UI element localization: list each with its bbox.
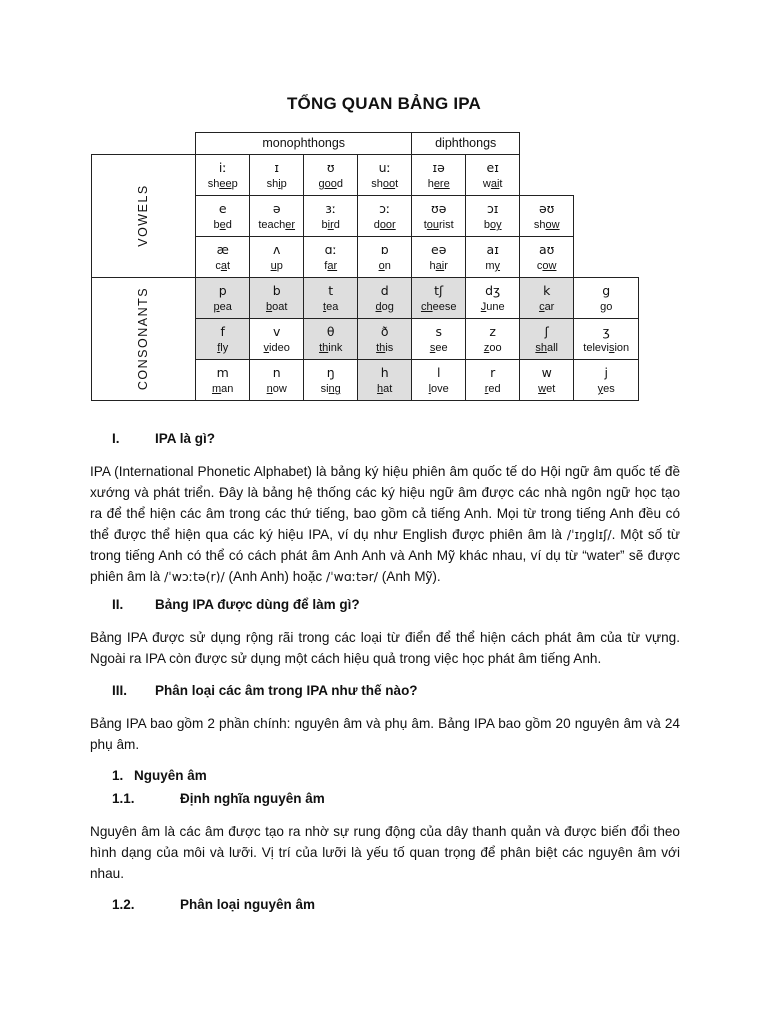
ipa-cell [358, 278, 412, 319]
example-word: zoo [483, 342, 502, 354]
ipa-cell [520, 360, 574, 401]
ipa-symbol: eə [431, 242, 447, 257]
example-word: on [378, 260, 391, 272]
ipa-cell [196, 237, 250, 278]
ipa-cell [196, 360, 250, 401]
ipa-symbol: z [489, 324, 496, 339]
ipa-cell [250, 196, 304, 237]
ipa-symbol: s [435, 324, 442, 339]
table-corner [92, 133, 196, 155]
ipa-symbol: d [380, 283, 389, 298]
ipa-cell [466, 155, 520, 196]
ipa-cell [250, 319, 304, 360]
ipa-symbol: ʃ [544, 324, 549, 339]
ipa-cell [250, 155, 304, 196]
ipa-symbol: ɔɪ [486, 201, 499, 216]
example-word: dog [375, 301, 394, 313]
ipa-cell [358, 196, 412, 237]
ipa-cell [304, 196, 358, 237]
example-word: now [266, 383, 287, 395]
ipa-cell [304, 237, 358, 278]
section-heading-6: 1.2. Phân loại nguyên âm [112, 897, 316, 912]
example-word: love [428, 383, 449, 395]
example-word: bird [321, 219, 340, 231]
example-word: boy [483, 219, 502, 231]
example-word: car [539, 301, 555, 313]
ipa-cell [574, 360, 639, 401]
ipa-symbol: ʊ [326, 160, 335, 175]
ipa-cell [196, 155, 250, 196]
ipa-symbol: t [328, 283, 334, 298]
example-word: door [373, 219, 396, 231]
example-word: go [600, 301, 613, 313]
example-word: ship [266, 178, 287, 190]
example-word: good [318, 178, 343, 190]
ipa-cell [574, 319, 639, 360]
ipa-cell [412, 319, 466, 360]
ipa-symbol: j [604, 365, 608, 380]
ipa-cell [466, 237, 520, 278]
ipa-chart-table [91, 132, 639, 401]
ipa-cell [574, 278, 639, 319]
ipa-symbol: k [543, 283, 551, 298]
ipa-cell [358, 237, 412, 278]
section-heading-3: III. Phân loại các âm trong IPA như thế nào? [112, 683, 418, 698]
example-word: June [480, 301, 505, 313]
ipa-cell [304, 278, 358, 319]
ipa-symbol: θ [326, 324, 335, 339]
example-word: my [485, 260, 501, 272]
ipa-cell [250, 237, 304, 278]
ipa-symbol: dʒ [485, 283, 501, 298]
example-word: yes [597, 383, 615, 395]
section-paragraph-2: Bảng IPA được sử dụng rộng rãi trong các loại từ điển để thể hiện cách phát âm của từ vựng. Ngoài ra IPA còn được sử dụng một cách hiệu quả trong việc học phát âm tiếng Anh. [90, 630, 680, 666]
ipa-cell [304, 360, 358, 401]
example-word: man [211, 383, 234, 395]
ipa-symbol: ə [272, 201, 281, 216]
example-word: television [583, 342, 630, 354]
example-word: cheese [420, 301, 457, 313]
example-word: hair [429, 260, 448, 272]
ipa-symbol: f [220, 324, 225, 339]
table-row [92, 278, 639, 319]
ipa-cell [196, 278, 250, 319]
ipa-symbol: ŋ [326, 365, 335, 380]
ipa-cell [196, 319, 250, 360]
section-heading-4: 1. Nguyên âm [112, 768, 207, 783]
ipa-symbol: ɪ [274, 160, 280, 175]
ipa-symbol: m [216, 365, 229, 380]
ipa-cell [358, 319, 412, 360]
ipa-cell [412, 155, 466, 196]
example-word: see [429, 342, 448, 354]
example-word: cow [536, 260, 557, 272]
example-word: up [270, 260, 283, 272]
ipa-cell [250, 278, 304, 319]
ipa-symbol: ɒ [380, 242, 389, 257]
ipa-symbol: h [380, 365, 389, 380]
ipa-cell [412, 278, 466, 319]
ipa-symbol: ɑː [324, 242, 337, 257]
ipa-cell [466, 360, 520, 401]
example-word: fly [217, 342, 229, 354]
example-word: far [324, 260, 338, 272]
ipa-symbol: r [490, 365, 496, 380]
section-paragraph-3: Bảng IPA bao gồm 2 phần chính: nguyên âm và phụ âm. Bảng IPA bao gồm 20 nguyên âm và 24 phụ âm. [90, 716, 680, 752]
ipa-symbol: p [218, 283, 227, 298]
ipa-symbol: æ [216, 242, 229, 257]
ipa-symbol: əʊ [538, 201, 555, 216]
ipa-cell [466, 196, 520, 237]
ipa-cell [358, 360, 412, 401]
table-row [92, 155, 639, 196]
page-title: TỔNG QUAN BẢNG IPA [286, 94, 482, 113]
example-word: teacher [258, 219, 296, 231]
ipa-symbol: ʊə [430, 201, 447, 216]
ipa-symbol: aɪ [486, 242, 499, 257]
ipa-symbol: eɪ [486, 160, 499, 175]
ipa-cell [412, 196, 466, 237]
ipa-symbol: w [541, 365, 552, 380]
example-word: red [484, 383, 501, 395]
example-word: sing [320, 383, 341, 395]
vowels-side-label: VOWELS [92, 155, 196, 278]
example-word: show [533, 219, 560, 231]
ipa-symbol: aʊ [539, 242, 555, 257]
example-word: wait [482, 178, 503, 190]
example-word: this [376, 342, 394, 354]
example-word: pea [213, 301, 232, 313]
ipa-symbol: uː [378, 160, 391, 175]
example-word: tourist [423, 219, 454, 231]
monophthongs-header: monophthongs [196, 133, 412, 155]
ipa-cell [466, 278, 520, 319]
ipa-symbol: ʌ [273, 242, 281, 257]
ipa-symbol: ɜː [325, 201, 337, 216]
diphthongs-header: diphthongs [412, 133, 520, 155]
ipa-symbol: tʃ [434, 283, 444, 298]
ipa-symbol: n [272, 365, 281, 380]
ipa-symbol: ɪə [432, 160, 445, 175]
ipa-symbol: e [218, 201, 227, 216]
ipa-symbol: ɔː [379, 201, 391, 216]
example-word: cat [215, 260, 231, 272]
ipa-symbol: b [272, 283, 281, 298]
ipa-cell [358, 155, 412, 196]
example-word: tea [323, 301, 339, 313]
ipa-cell [196, 196, 250, 237]
ipa-symbol: g [602, 283, 611, 298]
ipa-cell [412, 360, 466, 401]
ipa-cell [520, 319, 574, 360]
example-word: boat [265, 301, 288, 313]
ipa-cell [304, 155, 358, 196]
example-word: bed [213, 219, 232, 231]
ipa-symbol: ʒ [602, 324, 610, 339]
ipa-cell [412, 237, 466, 278]
ipa-cell [250, 360, 304, 401]
ipa-symbol: ð [380, 324, 389, 339]
ipa-cell [304, 319, 358, 360]
section-heading-5: 1.1. Định nghĩa nguyên âm [112, 791, 325, 806]
ipa-cell [520, 196, 574, 237]
ipa-symbol: iː [218, 160, 227, 175]
example-word: shoot [371, 178, 399, 190]
example-word: shall [535, 342, 559, 354]
section-paragraph-1: IPA (International Phonetic Alphabet) là bảng ký hiệu phiên âm quốc tế do Hội ngữ âm quốc tế đề xướng và phát triển. Đây là bảng hệ thống các ký hiệu ngữ âm được các nhà ngôn ngữ học tạo ra để thể hiện các âm trong các thứ tiếng, bao gồm cả tiếng Anh. Mọi từ trong tiếng Anh đều có thể được thể hiện qua các ký hiệu IPA, ví dụ như English được phiên âm là /ˈɪŋglɪʃ/. Một số từ trong tiếng Anh có thể có cách phát âm Anh Anh và Anh Mỹ khác nhau, ví dụ từ “water” sẽ được phiên âm là /ˈwɔːtə(r)/ (Anh Anh) hoặc /ˈwɑːtər/ (Anh Mỹ). [90, 464, 680, 584]
ipa-cell [520, 237, 574, 278]
example-word: video [263, 342, 290, 354]
section-heading-1: I. IPA là gì? [112, 431, 216, 446]
section-paragraph-5: Nguyên âm là các âm được tạo ra nhờ sự rung động của dây thanh quản và được biến đổi theo hình dạng của môi và lưỡi. Vị trí của lưỡi là yếu tố quan trọng để phân biệt các nguyên âm với nhau. [90, 824, 680, 881]
ipa-symbol: l [436, 365, 441, 380]
example-word: here [427, 178, 450, 190]
ipa-cell [520, 278, 574, 319]
ipa-cell [466, 319, 520, 360]
example-word: hat [377, 383, 393, 395]
example-word: think [319, 342, 343, 354]
example-word: wet [538, 383, 556, 395]
consonants-side-label: CONSONANTS [92, 278, 196, 401]
section-heading-2: II. Bảng IPA được dùng để làm gì? [112, 597, 360, 612]
example-word: sheep [207, 178, 238, 190]
ipa-symbol: v [273, 324, 281, 339]
